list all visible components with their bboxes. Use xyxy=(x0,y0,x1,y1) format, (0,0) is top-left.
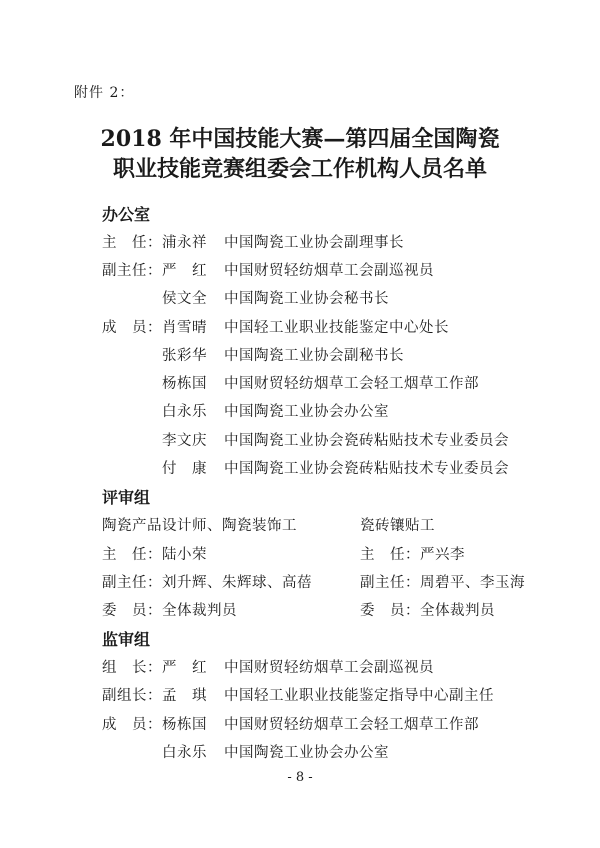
office-org: 中国陶瓷工业协会瓷砖粘贴技术专业委员会 xyxy=(224,461,509,477)
supervision-name: 孟 琪 xyxy=(162,688,207,704)
supervision-name: 严 红 xyxy=(162,660,207,676)
office-org: 中国陶瓷工业协会副秘书长 xyxy=(224,348,404,364)
jury-heading: 评审组 xyxy=(102,488,151,507)
supervision-heading: 监审组 xyxy=(102,630,151,649)
supervision-org: 中国财贸轻纺烟草工会副巡视员 xyxy=(224,660,434,676)
jury-right-director: 主 任：严兴李 xyxy=(360,547,465,563)
office-role: 成 员： xyxy=(102,320,162,336)
supervision-org: 中国陶瓷工业协会办公室 xyxy=(224,745,389,761)
office-org: 中国财贸轻纺烟草工会轻工烟草工作部 xyxy=(224,376,479,392)
office-name: 付 康 xyxy=(162,461,207,477)
document-title-line-2: 职业技能竞赛组委会工作机构人员名单 xyxy=(112,156,487,182)
supervision-org: 中国财贸轻纺烟草工会轻工烟草工作部 xyxy=(224,717,479,733)
office-org: 中国轻工业职业技能鉴定中心处长 xyxy=(224,320,449,336)
supervision-role: 副组长： xyxy=(102,688,162,704)
supervision-org: 中国轻工业职业技能鉴定指导中心副主任 xyxy=(224,688,494,704)
office-heading: 办公室 xyxy=(102,205,151,224)
supervision-role: 组 长： xyxy=(102,660,162,676)
office-name: 张彩华 xyxy=(162,348,207,364)
supervision-name: 白永乐 xyxy=(162,745,207,761)
office-name: 严 红 xyxy=(162,263,207,279)
document-title-line-1: 2018 年中国技能大赛—第四届全国陶瓷 xyxy=(100,126,500,152)
office-role: 主 任： xyxy=(102,235,162,251)
office-name: 肖雪晴 xyxy=(162,320,207,336)
jury-left-members: 委 员：全体裁判员 xyxy=(102,603,237,619)
jury-left-director: 主 任：陆小荣 xyxy=(102,547,207,563)
office-org: 中国陶瓷工业协会瓷砖粘贴技术专业委员会 xyxy=(224,433,509,449)
office-name: 李文庆 xyxy=(162,433,207,449)
supervision-role: 成 员： xyxy=(102,717,162,733)
office-org: 中国陶瓷工业协会办公室 xyxy=(224,404,389,420)
office-org: 中国陶瓷工业协会秘书长 xyxy=(224,291,389,307)
office-name: 浦永祥 xyxy=(162,235,207,251)
jury-left-category: 陶瓷产品设计师、陶瓷装饰工 xyxy=(102,518,297,534)
office-org: 中国财贸轻纺烟草工会副巡视员 xyxy=(224,263,434,279)
jury-left-deputy: 副主任：刘升辉、朱辉球、高蓓 xyxy=(102,575,312,591)
jury-right-members: 委 员：全体裁判员 xyxy=(360,603,495,619)
jury-right-category: 瓷砖镶贴工 xyxy=(360,518,435,534)
attachment-label: 附件 2： xyxy=(74,85,135,101)
office-name: 杨栋国 xyxy=(162,376,207,392)
jury-right-deputy: 副主任：周碧平、李玉海 xyxy=(360,575,525,591)
page-number: - 8 - xyxy=(287,770,313,785)
office-role: 副主任： xyxy=(102,263,162,279)
supervision-name: 杨栋国 xyxy=(162,717,207,733)
office-org: 中国陶瓷工业协会副理事长 xyxy=(224,235,404,251)
office-name: 侯文全 xyxy=(162,291,207,307)
office-name: 白永乐 xyxy=(162,404,207,420)
